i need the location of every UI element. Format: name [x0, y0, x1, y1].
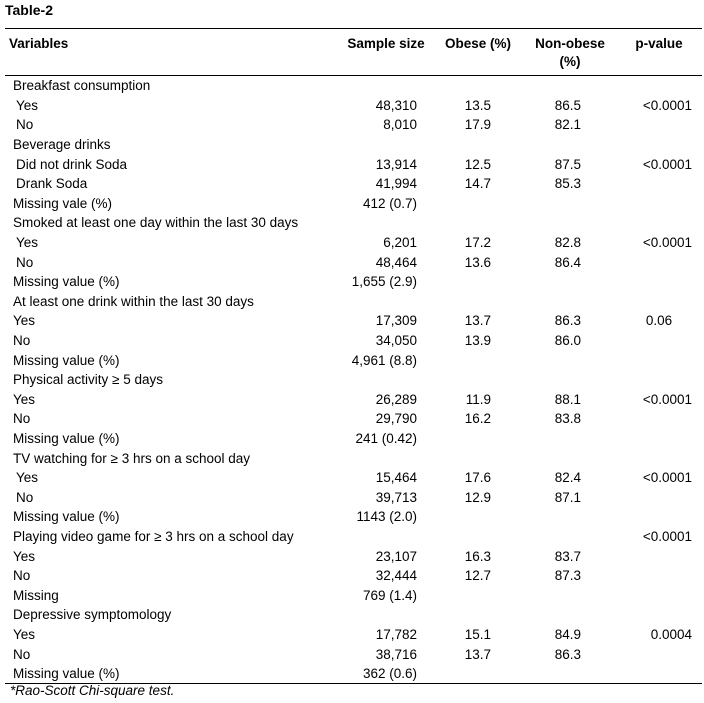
sample-size-cell: 34,050: [375, 333, 417, 349]
p-value-cell: [616, 252, 702, 272]
table-row: [5, 448, 702, 468]
table-row: [5, 409, 702, 429]
non-obese-cell: 83.8: [554, 411, 581, 427]
non-obese-cell: [524, 272, 616, 292]
obese-cell: [432, 507, 524, 527]
table-row: [5, 644, 702, 664]
header-sample-size: Sample size: [340, 29, 432, 76]
obese-cell: [432, 664, 524, 684]
obese-cell: 13.7: [464, 646, 491, 662]
row-label: No: [16, 117, 34, 133]
obese-cell: 13.7: [464, 313, 491, 329]
table-row: [5, 605, 702, 625]
obese-cell: 17.9: [464, 117, 491, 133]
obese-cell: 11.9: [465, 391, 491, 407]
non-obese-cell: 87.3: [554, 568, 581, 584]
sample-size-cell: 6,201: [383, 235, 417, 251]
row-label: Playing video game for ≥ 3 hrs on a school day: [13, 528, 294, 544]
data-table: [5, 28, 702, 684]
table-row: [5, 272, 702, 292]
obese-cell: [432, 292, 524, 312]
header-obese: Obese (%): [432, 29, 524, 76]
sample-size-cell: 41,994: [375, 176, 417, 192]
obese-cell: 17.6: [464, 470, 491, 486]
p-value-cell: <0.0001: [642, 470, 692, 486]
p-value-cell: <0.0001: [642, 97, 692, 113]
non-obese-cell: [524, 194, 616, 214]
non-obese-cell: 82.1: [554, 117, 581, 133]
row-label: Did not drink Soda: [16, 156, 128, 172]
row-label: No: [13, 333, 31, 349]
table-row: [5, 96, 702, 116]
sample-size-cell: 17,782: [375, 626, 417, 642]
row-label: Physical activity ≥ 5 days: [13, 372, 163, 388]
obese-cell: 16.2: [464, 411, 491, 427]
obese-cell: [432, 448, 524, 468]
non-obese-cell: 82.8: [554, 235, 581, 251]
header-non-obese: Non-obese (%): [524, 29, 616, 76]
row-label: Depressive symptomology: [13, 607, 172, 623]
sample-size-cell: 29,790: [375, 411, 417, 427]
table-row: [5, 350, 702, 370]
obese-cell: [432, 429, 524, 449]
sample-size-cell: 362 (0.6): [340, 664, 432, 684]
row-label: No: [16, 254, 34, 270]
sample-size-cell: [340, 605, 432, 625]
p-value-cell: <0.0001: [642, 235, 692, 251]
obese-cell: 12.9: [464, 489, 491, 505]
table-row: [5, 194, 702, 214]
row-label: Breakfast consumption: [13, 78, 151, 94]
row-label: No: [16, 489, 34, 505]
p-value-cell: [616, 292, 702, 312]
p-value-cell: [616, 429, 702, 449]
p-value-cell: [616, 272, 702, 292]
sample-size-cell: [340, 448, 432, 468]
table-row: [5, 625, 702, 645]
obese-cell: [432, 527, 524, 547]
p-value-cell: [616, 370, 702, 390]
row-label: Missing value (%): [13, 509, 120, 525]
sample-size-cell: 13,914: [375, 156, 417, 172]
obese-cell: [432, 76, 524, 96]
header-variables: Variables: [5, 29, 340, 76]
p-value-cell: <0.0001: [642, 156, 692, 172]
p-value-cell: 0.06: [645, 313, 673, 329]
obese-cell: [432, 213, 524, 233]
header-row: [5, 29, 702, 76]
sample-size-cell: 32,444: [375, 568, 417, 584]
row-label: Beverage drinks: [13, 137, 111, 153]
non-obese-cell: [524, 605, 616, 625]
row-label: Missing value (%): [13, 430, 120, 446]
table-row: [5, 664, 702, 684]
sample-size-cell: [340, 76, 432, 96]
sample-size-cell: [340, 292, 432, 312]
row-label: Missing value (%): [13, 352, 120, 368]
p-value-cell: [616, 566, 702, 586]
obese-cell: 13.5: [464, 97, 491, 113]
footnote: *Rao-Scott Chi-square test.: [10, 683, 175, 698]
p-value-cell: [616, 664, 702, 684]
row-label: No: [13, 568, 31, 584]
sample-size-cell: 38,716: [375, 646, 417, 662]
row-label: Yes: [16, 470, 39, 486]
non-obese-cell: 86.0: [554, 333, 581, 349]
non-obese-cell: 85.3: [554, 176, 581, 192]
table-body: [5, 76, 702, 684]
obese-cell: 16.3: [464, 548, 491, 564]
p-value-cell: [616, 76, 702, 96]
p-value-cell: <0.0001: [642, 528, 692, 544]
row-label: Yes: [13, 626, 36, 642]
table-row: [5, 233, 702, 253]
table-row: [5, 213, 702, 233]
non-obese-cell: [524, 527, 616, 547]
row-label: No: [13, 411, 31, 427]
p-value-cell: [616, 448, 702, 468]
row-label: No: [13, 646, 31, 662]
non-obese-cell: [524, 135, 616, 155]
non-obese-cell: [524, 507, 616, 527]
non-obese-cell: 86.3: [554, 313, 581, 329]
table-row: [5, 311, 702, 331]
p-value-cell: [616, 350, 702, 370]
non-obese-cell: [524, 664, 616, 684]
p-value-cell: [616, 585, 702, 605]
sample-size-cell: [340, 213, 432, 233]
sample-size-cell: 23,107: [375, 548, 417, 564]
non-obese-cell: 82.4: [554, 470, 581, 486]
table-row: [5, 507, 702, 527]
table-row: [5, 174, 702, 194]
obese-cell: 12.5: [464, 156, 491, 172]
row-label: Yes: [13, 548, 36, 564]
p-value-cell: [616, 546, 702, 566]
table-row: [5, 546, 702, 566]
sample-size-cell: 8,010: [383, 117, 417, 133]
obese-cell: [432, 370, 524, 390]
sample-size-cell: 39,713: [375, 489, 417, 505]
non-obese-cell: 86.3: [554, 646, 581, 662]
p-value-cell: [616, 507, 702, 527]
row-label: Missing vale (%): [13, 195, 113, 211]
sample-size-cell: 15,464: [375, 470, 417, 486]
non-obese-cell: [524, 370, 616, 390]
non-obese-cell: 86.5: [554, 97, 581, 113]
p-value-cell: [616, 409, 702, 429]
row-label: At least one drink within the last 30 days: [13, 293, 254, 309]
table-row: [5, 429, 702, 449]
table-row: [5, 566, 702, 586]
p-value-cell: [616, 605, 702, 625]
table-row: [5, 135, 702, 155]
obese-cell: 17.2: [464, 235, 491, 251]
sample-size-cell: [340, 135, 432, 155]
row-label: Missing value (%): [13, 274, 120, 290]
row-label: Yes: [16, 97, 39, 113]
row-label: TV watching for ≥ 3 hrs on a school day: [13, 450, 251, 466]
obese-cell: 15.1: [464, 626, 491, 642]
sample-size-cell: [340, 527, 432, 547]
table-row: [5, 76, 702, 96]
sample-size-cell: 48,464: [375, 254, 417, 270]
non-obese-cell: 84.9: [554, 626, 581, 642]
p-value-cell: [616, 174, 702, 194]
table-row: [5, 585, 702, 605]
non-obese-cell: [524, 429, 616, 449]
p-value-cell: [616, 194, 702, 214]
table-row: [5, 390, 702, 410]
row-label: Yes: [13, 313, 36, 329]
p-value-cell: [616, 213, 702, 233]
sample-size-cell: 1143 (2.0): [356, 509, 417, 525]
p-value-cell: <0.0001: [642, 391, 692, 407]
row-label: Yes: [13, 391, 36, 407]
sample-size-cell: 26,289: [375, 391, 417, 407]
sample-size-cell: 48,310: [375, 97, 417, 113]
non-obese-cell: [524, 76, 616, 96]
p-value-cell: [616, 115, 702, 135]
p-value-cell: [616, 135, 702, 155]
table-row: [5, 468, 702, 488]
obese-cell: [432, 605, 524, 625]
row-label: Missing: [13, 587, 59, 603]
non-obese-cell: 87.1: [554, 489, 581, 505]
table-row: [5, 331, 702, 351]
obese-cell: [432, 135, 524, 155]
table-row: [5, 292, 702, 312]
table-row: [5, 370, 702, 390]
non-obese-cell: [524, 448, 616, 468]
sample-size-cell: 4,961 (8.8): [351, 352, 417, 368]
p-value-cell: [616, 644, 702, 664]
row-label: Smoked at least one day within the last 30 days: [13, 215, 299, 231]
obese-cell: [432, 350, 524, 370]
non-obese-cell: 88.1: [554, 391, 581, 407]
non-obese-cell: 83.7: [554, 548, 581, 564]
non-obese-cell: [524, 350, 616, 370]
sample-size-cell: 769 (1.4): [362, 587, 417, 603]
sample-size-cell: 241 (0.42): [355, 430, 417, 446]
non-obese-cell: 86.4: [554, 254, 581, 270]
table-row: [5, 154, 702, 174]
sample-size-cell: 1,655 (2.9): [351, 274, 417, 290]
sample-size-cell: 412 (0.7): [362, 195, 417, 211]
non-obese-cell: [524, 292, 616, 312]
obese-cell: 13.6: [464, 254, 491, 270]
obese-cell: [432, 194, 524, 214]
p-value-cell: [616, 487, 702, 507]
non-obese-cell: 87.5: [554, 156, 581, 172]
obese-cell: [432, 585, 524, 605]
p-value-cell: 0.0004: [650, 626, 692, 642]
obese-cell: [432, 272, 524, 292]
non-obese-cell: [524, 585, 616, 605]
obese-cell: 14.7: [464, 176, 491, 192]
p-value-cell: [616, 331, 702, 351]
table-row: [5, 115, 702, 135]
row-label: Drank Soda: [16, 176, 88, 192]
row-label: Yes: [16, 235, 39, 251]
sample-size-cell: 17,309: [375, 313, 417, 329]
table-row: [5, 527, 702, 547]
non-obese-cell: [524, 213, 616, 233]
header-p-value: p-value: [616, 29, 702, 76]
table-title: Table-2: [5, 2, 53, 18]
obese-cell: 12.7: [464, 568, 491, 584]
table-row: [5, 252, 702, 272]
table-row: [5, 487, 702, 507]
sample-size-cell: [340, 370, 432, 390]
row-label: Missing value (%): [5, 664, 340, 684]
obese-cell: 13.9: [464, 333, 491, 349]
